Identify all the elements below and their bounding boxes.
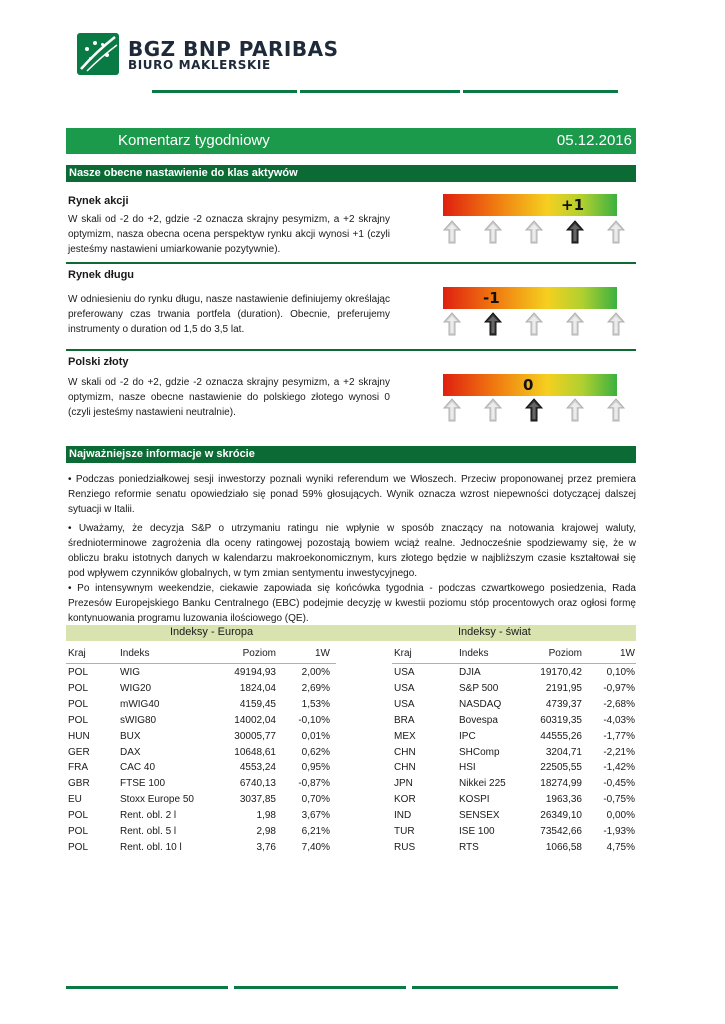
table-cell-change: 1,53%: [301, 698, 330, 710]
stance-value-pln: 0: [523, 376, 534, 394]
news-item: • Uważamy, że decyzja S&P o utrzymaniu ratingu nie wpłynie w sposób znaczący na notowania krajowej waluty, średnioterminowe zagrożenia dla oceny ratingowej pozostają bowiem wciąż realne. Jednocześnie spodziewamy się, że w obliczu braku istotnych danych w kalendarzu makroekonomicznym, kurs złotego będzie w najbliższym czasie kształtował się pod wpływem czynników globalnych, w tym zmian sentymentu inwestycyjnego.: [68, 523, 636, 579]
table-cell-change: -0,10%: [298, 714, 330, 726]
stance-gauge-equities: [443, 194, 617, 216]
europe-table-title: Indeksy - Europa: [170, 626, 254, 638]
news-item: • Po intensywnym weekendzie, ciekawie zapowiada się końcówka tygodnia - podczas czwartkowego posiedzenia, Rada Prezesów Europejskiego Banku Centralnego (EBC) podejmie decyzję w kwestii poziomu stóp procentowych oraz ogłosi formę kontynuowania programu luzowania ilościowego (QE).: [68, 583, 636, 624]
stance-text-debt: W odniesieniu do rynku długu, nasze nastawienie definiujemy określając preferowany czas trwania portfela (duration). Obecnie, preferujemy instrumenty o duration od 1,5 do 3,5 lat.: [68, 294, 390, 335]
column-header-change: 1W: [315, 648, 330, 659]
column-header-change: 1W: [620, 648, 635, 659]
table-cell-change: 3,67%: [301, 810, 330, 822]
table-cell-index: WIG20: [120, 682, 152, 694]
table-cell-country: BRA: [394, 714, 415, 726]
footer-divider: [234, 986, 406, 989]
table-cell-level: 26349,10: [540, 810, 582, 822]
news-heading: Najważniejsze informacje w skrócie: [69, 448, 255, 460]
table-cell-index: RTS: [459, 841, 479, 853]
stance-gauge-debt: [443, 287, 617, 309]
indices-table-header: [66, 625, 636, 641]
stance-value-equities: +1: [561, 196, 585, 214]
table-cell-change: 2,00%: [301, 667, 330, 678]
report-date: 05.12.2016: [556, 132, 632, 149]
report-title: Komentarz tygodniowy: [118, 132, 270, 149]
table-cell-index: SHComp: [459, 746, 500, 758]
table-cell-change: -1,77%: [603, 730, 635, 742]
table-cell-index: Stoxx Europe 50: [120, 794, 194, 806]
table-cell-level: 10648,61: [234, 746, 276, 758]
table-cell-change: -1,42%: [603, 762, 635, 774]
column-header-country: Kraj: [68, 648, 86, 659]
table-cell-level: 4553,24: [239, 762, 276, 774]
world-table-title: Indeksy - świat: [458, 626, 531, 638]
column-header-level: Poziom: [242, 648, 276, 659]
report-title-bar: [66, 128, 636, 154]
table-cell-country: RUS: [394, 841, 416, 853]
table-cell-country: FRA: [68, 762, 88, 774]
table-cell-level: 3204,71: [545, 746, 582, 758]
table-cell-country: KOR: [394, 794, 416, 806]
table-cell-country: IND: [394, 810, 412, 822]
column-header-country: Kraj: [394, 648, 412, 659]
stance-arrows-equities: [443, 220, 623, 244]
table-cell-country: MEX: [394, 730, 416, 742]
table-cell-country: CHN: [394, 762, 416, 774]
stance-text-pln: W skali od -2 do +2, gdzie -2 oznacza skrajny pesymizm, a +2 skrajny optymizm, nasze obecne nastawienie do polskiego złotego wynosi 0 (czyli jesteśmy nastawieni neutralnie).: [68, 377, 390, 418]
table-cell-change: -0,75%: [603, 794, 635, 806]
table-cell-country: GER: [68, 746, 90, 758]
table-cell-index: Rent. obl. 5 l: [120, 826, 177, 837]
table-cell-country: POL: [68, 682, 89, 694]
table-cell-change: 2,69%: [301, 682, 330, 694]
table-cell-level: 2191,95: [545, 682, 582, 694]
footer-divider: [66, 986, 228, 989]
table-cell-country: POL: [68, 667, 89, 678]
table-cell-change: 7,40%: [301, 841, 330, 853]
table-cell-change: -4,03%: [603, 714, 635, 726]
table-cell-level: 1963,36: [545, 794, 582, 806]
table-cell-index: NASDAQ: [459, 698, 502, 710]
table-cell-change: 0,95%: [301, 762, 330, 774]
table-cell-country: USA: [394, 682, 415, 694]
table-cell-index: FTSE 100: [120, 778, 166, 790]
table-cell-country: POL: [68, 810, 89, 822]
table-cell-index: HSI: [459, 762, 476, 774]
table-cell-index: CAC 40: [120, 762, 156, 774]
table-cell-country: USA: [394, 698, 415, 710]
table-cell-change: 0,62%: [301, 746, 330, 758]
table-cell-level: 44555,26: [540, 730, 582, 742]
header-divider: [152, 90, 297, 93]
table-cell-index: IPC: [459, 730, 476, 742]
news-list: [68, 472, 636, 626]
table-cell-country: HUN: [68, 730, 90, 742]
table-cell-index: mWIG40: [120, 698, 160, 710]
news-section-header: [66, 446, 636, 463]
stance-heading: Nasze obecne nastawienie do klas aktywów: [69, 167, 298, 179]
table-cell-index: Rent. obl. 2 l: [120, 810, 177, 822]
table-cell-level: 3037,85: [239, 794, 276, 806]
table-cell-change: -0,45%: [603, 778, 635, 790]
table-cell-level: 19170,42: [540, 667, 582, 678]
brand-logo-icon: [77, 33, 119, 75]
stance-arrows-debt: [443, 312, 623, 336]
table-cell-level: 4739,37: [545, 698, 582, 710]
table-cell-level: 2,98: [256, 826, 276, 837]
table-cell-level: 73542,66: [540, 826, 582, 837]
table-row-divider: [66, 663, 336, 664]
column-header-index: Indeks: [459, 648, 489, 659]
table-cell-level: 1824,04: [239, 682, 276, 694]
table-cell-level: 30005,77: [234, 730, 276, 742]
table-cell-index: BUX: [120, 730, 141, 742]
table-cell-index: DJIA: [459, 667, 481, 678]
table-cell-index: Nikkei 225: [459, 778, 506, 790]
table-cell-index: sWIG80: [120, 714, 157, 726]
header-divider: [463, 90, 618, 93]
table-cell-country: POL: [68, 841, 89, 853]
table-cell-level: 1,98: [256, 810, 276, 822]
table-cell-level: 6740,13: [239, 778, 276, 790]
table-cell-level: 14002,04: [234, 714, 276, 726]
table-cell-change: -2,68%: [603, 698, 635, 710]
brand-title: BGZ BNP PARIBAS: [128, 37, 339, 61]
stance-value-debt: -1: [483, 289, 500, 307]
table-cell-country: POL: [68, 714, 89, 726]
table-cell-change: -0,87%: [298, 778, 330, 790]
table-cell-change: 0,01%: [301, 730, 330, 742]
table-cell-index: SENSEX: [459, 810, 500, 822]
table-cell-country: POL: [68, 698, 89, 710]
stance-title-debt: Rynek długu: [68, 269, 135, 281]
table-cell-level: 49194,93: [234, 667, 276, 678]
footer-divider: [412, 986, 618, 989]
table-cell-change: -1,93%: [603, 826, 635, 837]
table-cell-change: -0,97%: [603, 682, 635, 694]
column-header-level: Poziom: [548, 648, 582, 659]
table-cell-index: DAX: [120, 746, 141, 758]
column-header-index: Indeks: [120, 648, 150, 659]
table-cell-index: ISE 100: [459, 826, 495, 837]
table-cell-change: 6,21%: [301, 826, 330, 837]
table-cell-country: USA: [394, 667, 415, 678]
stance-section-header: [66, 165, 636, 182]
stance-title-pln: Polski złoty: [68, 356, 129, 368]
table-cell-index: Bovespa: [459, 714, 498, 726]
table-cell-index: WIG: [120, 667, 140, 678]
table-cell-change: 0,70%: [301, 794, 330, 806]
table-cell-change: 0,10%: [606, 667, 635, 678]
table-cell-level: 1066,58: [545, 841, 582, 853]
table-cell-country: JPN: [394, 778, 413, 790]
table-cell-index: Rent. obl. 10 l: [120, 841, 182, 853]
table-cell-level: 18274,99: [540, 778, 582, 790]
news-item: • Podczas poniedziałkowej sesji inwestorzy poznali wyniki referendum we Włoszech. Przeciw proponowanej przez premiera Renziego reformie senatu opowiedziało się ponad 59% głosujących. Wynik oznacza wzrost niepewności dotyczącej dalszej sytuacji w Italii.: [68, 474, 636, 515]
table-cell-country: GBR: [68, 778, 90, 790]
table-cell-level: 60319,35: [540, 714, 582, 726]
table-cell-country: EU: [68, 794, 82, 806]
header-divider: [300, 90, 460, 93]
table-cell-level: 4159,45: [239, 698, 276, 710]
divider: [66, 262, 636, 264]
stance-text-equities: W skali od -2 do +2, gdzie -2 oznacza skrajny pesymizm, a +2 skrajny optymizm, nasza obecna ocena perspektyw rynku akcji wynosi +1 (czyli jesteśmy nastawieni umiarkowanie pozytywnie).: [68, 214, 390, 255]
stance-title-equities: Rynek akcji: [68, 195, 129, 207]
table-cell-index: S&P 500: [459, 682, 499, 694]
table-row-divider: [392, 663, 636, 664]
table-cell-change: 0,00%: [606, 810, 635, 822]
divider: [66, 349, 636, 351]
table-cell-level: 22505,55: [540, 762, 582, 774]
stance-arrows-pln: [443, 398, 623, 422]
table-cell-level: 3,76: [256, 841, 276, 853]
table-cell-country: POL: [68, 826, 89, 837]
brand-subtitle: BIURO MAKLERSKIE: [128, 58, 271, 72]
table-cell-country: TUR: [394, 826, 415, 837]
table-cell-index: KOSPI: [459, 794, 490, 806]
stance-gauge-pln: [443, 374, 617, 396]
table-cell-country: CHN: [394, 746, 416, 758]
table-cell-change: -2,21%: [603, 746, 635, 758]
table-cell-change: 4,75%: [606, 841, 635, 853]
